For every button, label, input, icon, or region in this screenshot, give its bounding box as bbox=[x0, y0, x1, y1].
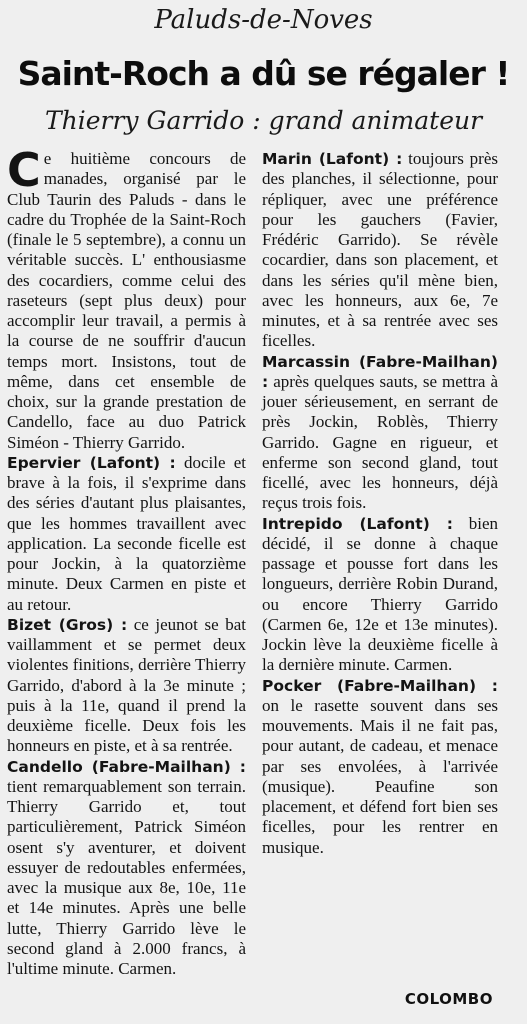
section-text: après quelques sauts, se mettra à jouer sérieusement, en serrant de près Jockin, Roblès, Thierry Garrido. Gagne en rigueur, et enferme son second gland, tout ficellé, avec les honneurs, déjà reçus trois fois. bbox=[262, 371, 498, 513]
section-lead: Candello (Fabre-Mailhan) : bbox=[7, 757, 246, 776]
kicker: Paluds-de-Noves bbox=[154, 5, 373, 35]
section-lead: Marin (Lafont) : bbox=[262, 150, 403, 168]
intro-text: e huitième concours de manades, organisé par le Club Taurin des Paluds - dans le cadre du Trophée de la Saint-Roch (finale le 5 septembre), a connu un véritable succès. L' enthousiasme des cocardiers, comme celui des raseteurs (sept plus deux) pour accomplir leur travail, a permis à la course de ne souffrir d'aucun temps mort. Insistons, tout de même, dans cet ensemble de choix, sur la grande prestation de Candello, face au duo Patrick Siméon - Thierry Garrido. bbox=[7, 149, 246, 452]
section-bizet bbox=[7, 615, 246, 757]
section-text: ce jeunot se bat vaillamment et se permet deux violentes finitions, derrière Thierry Garrido, d'abord à la 3e minute ; puis à la 11e, quand il prend la deuxième ficelle. Deux fois les honneurs en piste, et à sa rentrée. bbox=[7, 614, 246, 756]
section-lead: Epervier (Lafont) : bbox=[7, 453, 176, 472]
section-lead: Pocker (Fabre-Mailhan) : bbox=[262, 676, 498, 695]
author-signature: COLOMBO bbox=[404, 990, 493, 1008]
section-candello bbox=[7, 757, 246, 980]
section-text: tient remarquablement son terrain. Thierry Garrido et, tout particulièrement, Patrick Siméon osent s'y aventurer, et doivent essuyer de redoutables enfermées, avec la musique aux 8e, 10e, 11e et 14e minutes. Après une belle lutte, Thierry Garrido lève le second gland à 2.000 francs, à l'ultime minute. Carmen. bbox=[7, 776, 246, 978]
subheadline: Thierry Garrido : grand animateur bbox=[44, 106, 483, 135]
section-text: bien décidé, il se donne à chaque passage et pousse fort dans les longueurs, derrière Robin Durand, ou encore Thierry Garrido (Carmen 6e, 12e et 13e minutes). Jockin lève la deuxième ficelle à la dernière minute. Carmen. bbox=[262, 513, 498, 675]
section-text: toujours près des planches, il sélectionne, pour répliquer, avec une préférence pour les gauchers (Favier, Frédéric Garrido). Se révèle cocardier, dans son placement, et dans les séries qu'il mène bien, avec les honneurs, aux 6e, 7e minutes, et à sa rentrée avec ses ficelles. bbox=[262, 149, 498, 351]
section-lead: Marcassin (Fabre-Mailhan) : bbox=[262, 352, 498, 391]
section-text: on le rasette souvent dans ses mouvements. Mais il ne fait pas, pour autant, de cadeau, et menace par ses envolées, à l'arrivée (musique). Peaufine son placement, et défend fort bien ses ficelles, pour les rentrer en musique. bbox=[262, 695, 498, 857]
intro-paragraph bbox=[7, 143, 246, 453]
headline: Saint-Roch a dû se régaler ! bbox=[17, 54, 510, 93]
section-marin bbox=[262, 149, 498, 352]
section-text: docile et brave à la fois, il s'exprime dans des séries d'autant plus plaisantes, que les hommes travaillent avec application. La seconde ficelle est pour Jockin, à la quatorzième minute. Deux Carmen en piste et au retour. bbox=[7, 452, 246, 614]
section-marcassin bbox=[262, 352, 498, 514]
section-pocker bbox=[262, 676, 498, 858]
section-lead: Intrepido (Lafont) : bbox=[262, 514, 453, 533]
section-intrepido bbox=[262, 514, 498, 676]
article-column-left bbox=[7, 143, 246, 979]
article-column-right bbox=[262, 149, 498, 858]
section-lead: Bizet (Gros) : bbox=[7, 615, 128, 634]
dropcap: C bbox=[7, 143, 41, 197]
section-epervier bbox=[7, 453, 246, 615]
